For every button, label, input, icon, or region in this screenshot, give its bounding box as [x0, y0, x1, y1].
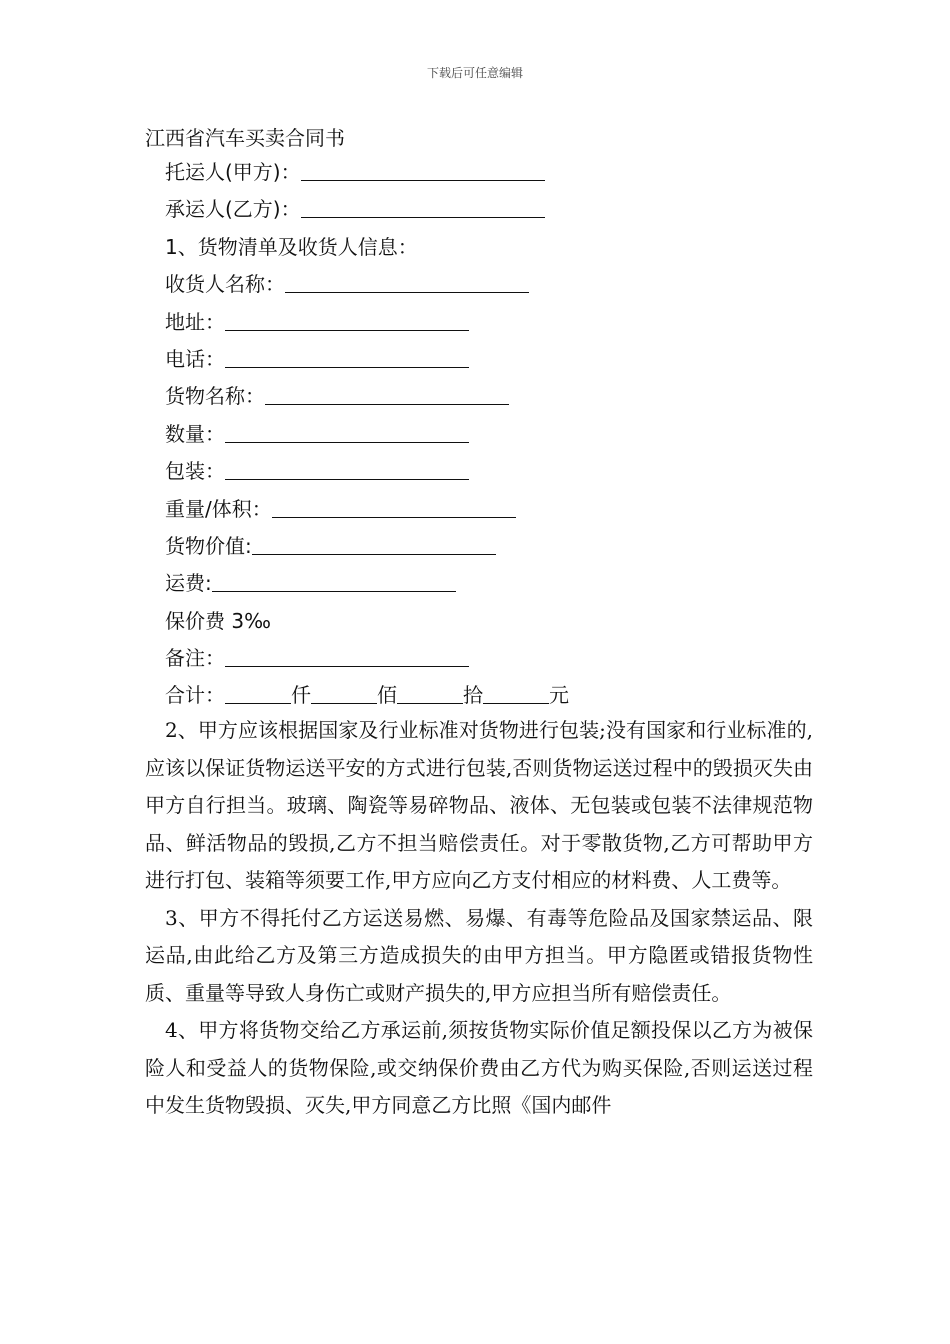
fill-blank[interactable] [225, 681, 291, 704]
unit-yuan: 元 [549, 683, 569, 708]
field-label: 托运人(甲方)： [165, 160, 301, 184]
fill-blank[interactable] [225, 308, 469, 331]
fill-blank[interactable] [285, 270, 529, 293]
field-label: 电话： [165, 346, 225, 371]
fill-blank[interactable] [225, 345, 469, 368]
field-label: 备注： [165, 646, 225, 671]
fill-blank[interactable] [301, 158, 545, 181]
fill-blank[interactable] [225, 420, 469, 443]
field-quantity [165, 416, 569, 453]
fill-blank[interactable] [397, 681, 463, 704]
document-title: 江西省汽车买卖合同书 [145, 126, 345, 150]
field-label: 包装： [165, 459, 225, 484]
fill-blank[interactable] [483, 681, 549, 704]
unit-thousand: 仟 [291, 683, 311, 708]
form-fields [165, 154, 569, 715]
fill-blank[interactable] [225, 644, 469, 667]
field-cargo-name [165, 378, 569, 415]
field-label: 数量： [165, 421, 225, 446]
field-freight [165, 565, 569, 602]
field-label: 承运人(乙方)： [165, 197, 301, 222]
field-total [165, 677, 569, 714]
field-label: 合计： [165, 683, 225, 708]
unit-hundred: 佰 [377, 683, 397, 708]
field-packaging [165, 453, 569, 490]
field-insurance-fee [165, 603, 569, 640]
unit-ten: 拾 [463, 683, 483, 708]
field-label: 运费: [165, 571, 212, 596]
field-consignee-name [165, 266, 569, 303]
contract-clauses [145, 712, 813, 1125]
field-label: 地址： [165, 309, 225, 334]
field-label: 1、货物清单及收货人信息： [165, 234, 418, 259]
field-label: 重量/体积： [165, 496, 272, 521]
clause-2: 2、甲方应该根据国家及行业标准对货物进行包装;没有国家和行业标准的,应该以保证货物运送平安的方式进行包装,否则货物运送过程中的毁损灭失由甲方自行担当。玻璃、陶瓷等易碎物品、液体、无包装或包装不法律规范物品、鲜活物品的毁损,乙方不担当赔偿责任。对于零散货物,乙方可帮助甲方进行打包、装箱等须要工作,甲方应向乙方支付相应的材料费、人工费等。 [145, 718, 813, 892]
field-shipper [165, 154, 569, 191]
fill-blank[interactable] [265, 382, 509, 405]
field-address [165, 304, 569, 341]
clause-3: 3、甲方不得托付乙方运送易燃、易爆、有毒等危险品及国家禁运品、限运品,由此给乙方及第三方造成损失的由甲方担当。甲方隐匿或错报货物性质、重量等导致人身伤亡或财产损失的,甲方应担当所有赔偿责任。 [145, 905, 813, 1005]
field-cargo-value [165, 528, 569, 565]
field-label: 收货人名称： [165, 272, 285, 297]
field-label: 货物价值: [165, 533, 252, 558]
field-weight-volume [165, 491, 569, 528]
fill-blank[interactable] [301, 195, 545, 218]
field-remarks [165, 640, 569, 677]
fill-blank[interactable] [272, 495, 516, 518]
fill-blank[interactable] [225, 457, 469, 480]
field-phone [165, 341, 569, 378]
clause-4: 4、甲方将货物交给乙方承运前,须按货物实际价值足额投保以乙方为被保险人和受益人的货物保险,或交纳保价费由乙方代为购买保险,否则运送过程中发生货物毁损、灭失,甲方同意乙方比照《国内邮件 [145, 1018, 813, 1117]
fill-blank[interactable] [252, 532, 496, 555]
section-cargo-list [165, 229, 569, 266]
header-note: 下载后可任意编辑 [426, 66, 523, 80]
fill-blank[interactable] [212, 569, 456, 592]
field-carrier [165, 191, 569, 228]
fill-blank[interactable] [311, 681, 377, 704]
field-label: 货物名称： [165, 384, 265, 409]
field-label: 保价费 3‰ [165, 608, 271, 633]
